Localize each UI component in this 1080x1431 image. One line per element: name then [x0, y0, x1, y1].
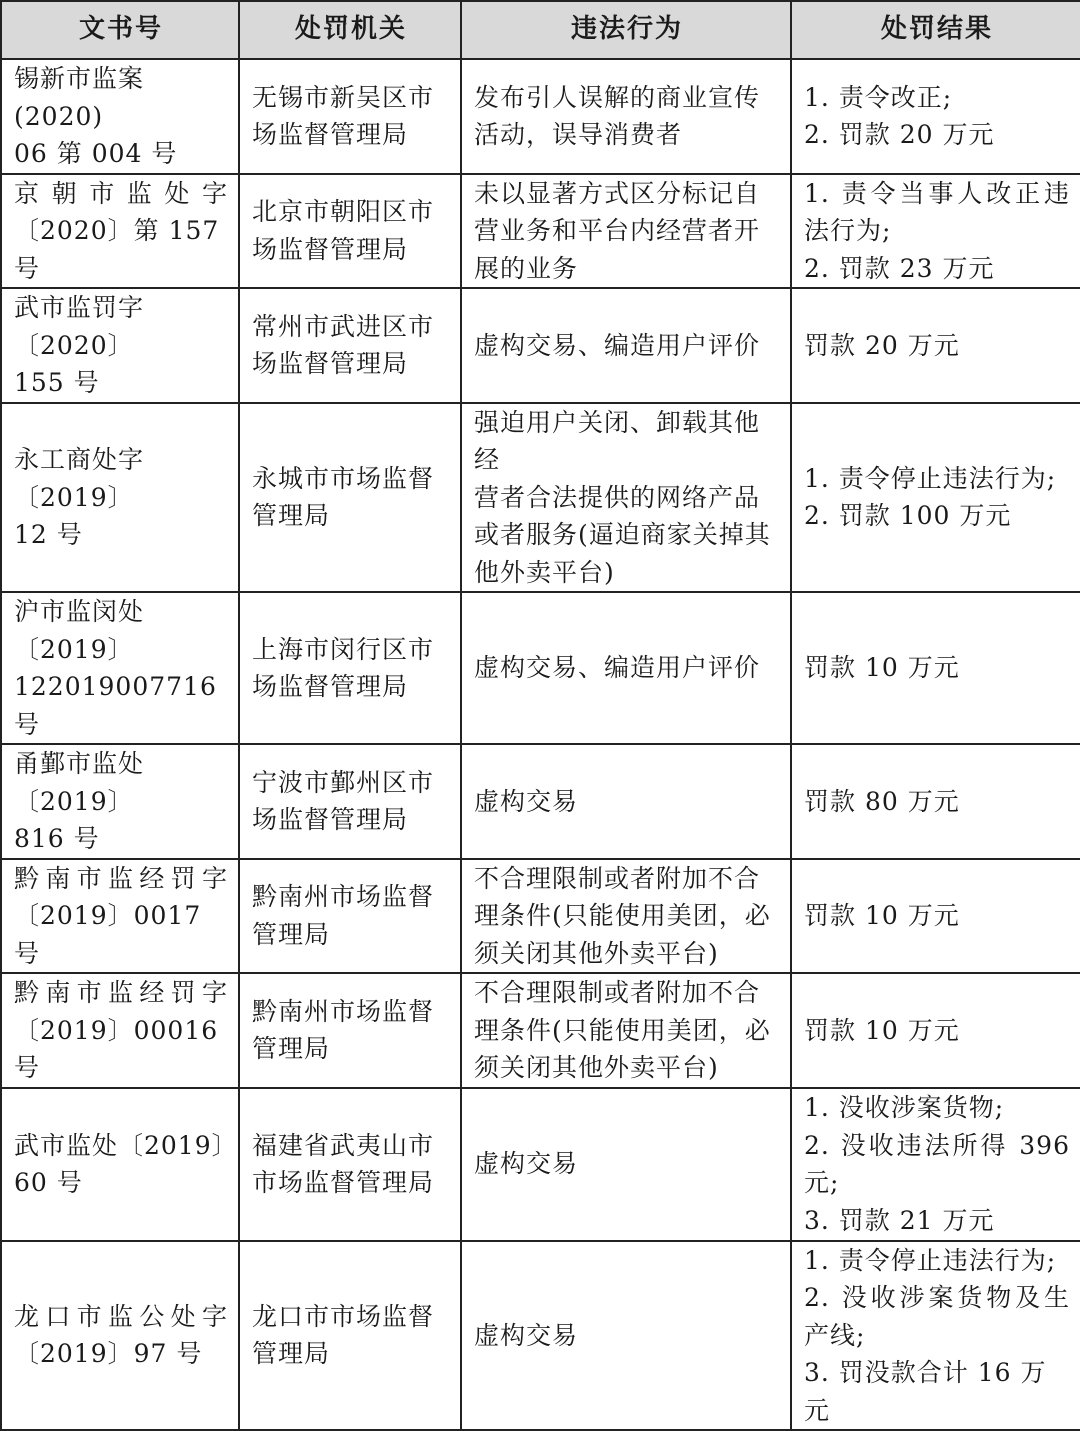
result-cell	[791, 288, 1080, 403]
cell-line: 常州市武进区市	[252, 311, 435, 341]
authority-cell	[239, 859, 461, 974]
authority-cell	[239, 288, 461, 403]
cell-line: 罚款 10 万元	[804, 653, 960, 683]
cell-line: 黔南州市场监督	[252, 882, 435, 912]
cell-line: 活动，误导消费者	[474, 120, 683, 150]
cell-line: 管理局	[252, 1034, 331, 1064]
cell-line: 北京市朝阳区市	[252, 197, 435, 227]
table-row	[1, 403, 1080, 593]
violation-cell	[461, 59, 791, 174]
cell-line: 60 号	[14, 1168, 83, 1197]
header-result: 处罚结果	[791, 1, 1080, 59]
cell-line: 管理局	[252, 1339, 331, 1369]
table-row	[1, 859, 1080, 974]
cell-line: 155 号	[14, 368, 100, 397]
cell-line: 发布引人误解的商业宣传	[474, 82, 761, 112]
cell-line: 沪市监闵处〔2019〕	[14, 597, 145, 664]
cell-line: 或者服务(逼迫商家关掉其	[474, 520, 771, 549]
cell-line: 虚构交易	[474, 1149, 579, 1179]
table-row	[1, 744, 1080, 859]
violation-cell	[461, 174, 791, 289]
cell-line: 武市监罚字〔2020〕	[14, 293, 145, 360]
cell-line: 营业务和平台内经营者开	[474, 216, 761, 245]
cell-line: 场监督管理局	[252, 349, 409, 379]
cell-line: 罚款 10 万元	[804, 1015, 960, 1045]
cell-line: 黔南市监经罚字	[14, 978, 228, 1007]
cell-line: 锡新市监案(2020)	[14, 64, 145, 131]
doc-number-cell	[1, 59, 239, 174]
authority-cell	[239, 59, 461, 174]
cell-line: 龙口市市场监督	[252, 1301, 435, 1331]
cell-line: 罚款 80 万元	[804, 786, 960, 816]
cell-line: 122019007716 号	[14, 672, 217, 739]
cell-line: 永城市市场监督	[252, 463, 435, 493]
header-doc-no: 文书号	[1, 1, 239, 59]
cell-line: 2. 没收违法所得 396	[804, 1130, 1070, 1160]
table-row	[1, 174, 1080, 289]
cell-line: 展的业务	[474, 253, 579, 283]
violation-cell	[461, 744, 791, 859]
cell-line: 他外卖平台)	[474, 557, 615, 587]
cell-line: 1. 责令改正;	[804, 82, 953, 112]
cell-line: 虚构交易	[474, 1320, 579, 1350]
doc-number-cell	[1, 859, 239, 974]
cell-line: 2. 罚款 23 万元	[804, 253, 995, 283]
cell-line: 2. 没收涉案货物及生	[804, 1283, 1070, 1312]
violation-cell	[461, 973, 791, 1088]
cell-line: 理条件(只能使用美团，必	[474, 901, 771, 930]
cell-line: 黔南市监经罚字	[14, 863, 228, 893]
cell-line: 816 号	[14, 824, 100, 853]
authority-cell	[239, 744, 461, 859]
cell-line: 法行为;	[804, 216, 892, 245]
cell-line: 强迫用户关闭、卸载其他经	[474, 407, 761, 474]
cell-line: 宁波市鄞州区市	[252, 767, 435, 797]
cell-line: 产线;	[804, 1320, 866, 1350]
cell-line: 虚构交易、编造用户评价	[474, 330, 761, 360]
result-cell	[791, 59, 1080, 174]
cell-line: 〔2019〕97 号	[14, 1339, 203, 1369]
cell-line: 1. 责令停止违法行为;	[804, 463, 1057, 493]
table-row	[1, 59, 1080, 174]
violation-cell	[461, 859, 791, 974]
cell-line: 须关闭其他外卖平台)	[474, 938, 719, 968]
cell-line: 无锡市新吴区市	[252, 82, 435, 112]
cell-line: 1. 责令当事人改正违	[804, 178, 1070, 208]
table-row	[1, 288, 1080, 403]
cell-line: 场监督管理局	[252, 234, 409, 264]
result-cell	[791, 403, 1080, 593]
doc-number-cell	[1, 592, 239, 744]
table-row	[1, 973, 1080, 1088]
cell-line: 2. 罚款 20 万元	[804, 120, 995, 150]
cell-line: 理条件(只能使用美团，必	[474, 1015, 771, 1045]
cell-line: 1. 责令停止违法行为;	[804, 1245, 1057, 1275]
table-row	[1, 1088, 1080, 1241]
cell-line: 虚构交易	[474, 786, 579, 816]
cell-line: 2. 罚款 100 万元	[804, 501, 1012, 531]
violation-cell	[461, 403, 791, 593]
authority-cell	[239, 592, 461, 744]
header-violation: 违法行为	[461, 1, 791, 59]
cell-line: 〔2020〕第 157 号	[14, 216, 220, 283]
authority-cell	[239, 403, 461, 593]
cell-line: 〔2019〕0017 号	[14, 901, 202, 968]
cell-line: 甬鄞市监处〔2019〕	[14, 749, 145, 816]
violation-cell	[461, 1241, 791, 1431]
cell-line: 不合理限制或者附加不合	[474, 863, 761, 893]
result-cell	[791, 1088, 1080, 1241]
cell-line: 〔2019〕00016 号	[14, 1015, 219, 1082]
cell-line: 场监督管理局	[252, 672, 409, 701]
cell-line: 黔南州市场监督	[252, 996, 435, 1026]
cell-line: 1. 没收涉案货物;	[804, 1093, 1005, 1122]
result-cell	[791, 1241, 1080, 1431]
result-cell	[791, 174, 1080, 289]
result-cell	[791, 744, 1080, 859]
result-cell	[791, 859, 1080, 974]
violation-cell	[461, 288, 791, 403]
cell-line: 不合理限制或者附加不合	[474, 978, 761, 1007]
authority-cell	[239, 973, 461, 1088]
cell-line: 市场监督管理局	[252, 1168, 435, 1197]
cell-line: 罚款 20 万元	[804, 330, 960, 360]
cell-line: 12 号	[14, 520, 83, 549]
table-body	[1, 59, 1080, 1430]
cell-line: 06 第 004 号	[14, 139, 178, 168]
cell-line: 虚构交易、编造用户评价	[474, 653, 761, 683]
cell-line: 武市监处〔2019〕	[14, 1130, 238, 1160]
authority-cell	[239, 174, 461, 289]
doc-number-cell	[1, 403, 239, 593]
cell-line: 营者合法提供的网络产品	[474, 482, 761, 512]
doc-number-cell	[1, 744, 239, 859]
cell-line: 京 朝 市 监 处 字	[14, 178, 228, 208]
cell-line: 福建省武夷山市	[252, 1130, 435, 1160]
doc-number-cell	[1, 174, 239, 289]
table-row	[1, 1241, 1080, 1431]
doc-number-cell	[1, 288, 239, 403]
doc-number-cell	[1, 1241, 239, 1431]
cell-line: 管理局	[252, 919, 331, 949]
authority-cell	[239, 1088, 461, 1241]
cell-line: 未以显著方式区分标记自	[474, 178, 761, 208]
cell-line: 场监督管理局	[252, 120, 409, 150]
header-authority: 处罚机关	[239, 1, 461, 59]
cell-line: 龙口市监公处字	[14, 1301, 228, 1331]
cell-line: 罚款 10 万元	[804, 901, 960, 930]
result-cell	[791, 973, 1080, 1088]
table-row	[1, 592, 1080, 744]
cell-line: 场监督管理局	[252, 805, 409, 835]
cell-line: 管理局	[252, 501, 331, 531]
authority-cell	[239, 1241, 461, 1431]
violation-cell	[461, 592, 791, 744]
cell-line: 须关闭其他外卖平台)	[474, 1053, 719, 1082]
cell-line: 3. 罚款 21 万元	[804, 1205, 995, 1235]
cell-line: 3. 罚没款合计 16 万元	[804, 1358, 1047, 1425]
cell-line: 上海市闵行区市	[252, 634, 435, 664]
table-header-row	[1, 1, 1080, 59]
cell-line: 永工商处字〔2019〕	[14, 445, 145, 512]
doc-number-cell	[1, 973, 239, 1088]
cell-line: 元;	[804, 1168, 840, 1197]
doc-number-cell	[1, 1088, 239, 1241]
violation-cell	[461, 1088, 791, 1241]
result-cell	[791, 592, 1080, 744]
